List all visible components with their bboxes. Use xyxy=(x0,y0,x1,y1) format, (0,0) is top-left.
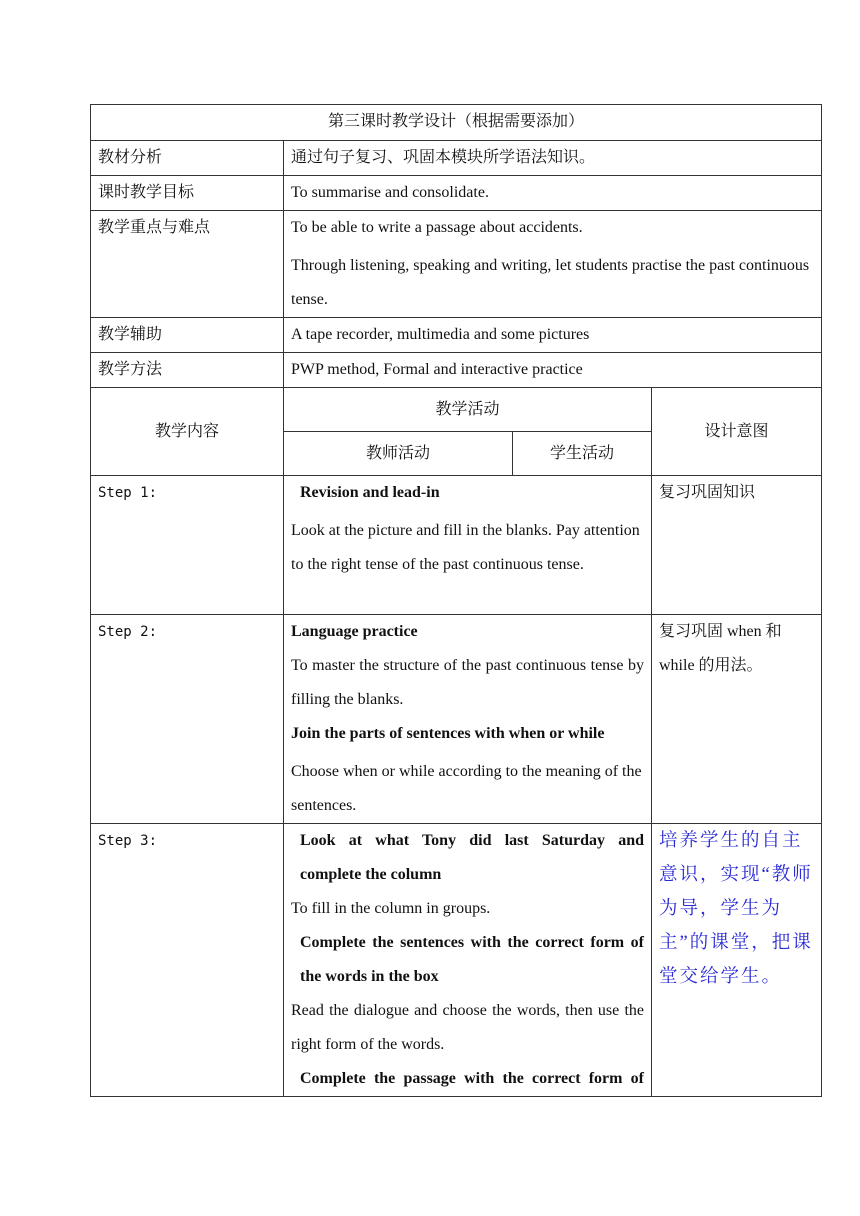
step-3-activities xyxy=(284,824,652,1097)
step-3-heading-3: Complete the passage with the correct form of xyxy=(300,1070,644,1087)
focus-line-2: Through listening, speaking and writing, let students practise the past continuous tense. xyxy=(291,257,810,308)
lesson-plan-table xyxy=(90,104,822,1097)
row-label-aids: 教学辅助 xyxy=(91,318,284,353)
step-3-heading-1: Look at what Tony did last Saturday and complete the column xyxy=(300,832,644,883)
step-2-text-1: To master the structure of the past continuous tense by filling the blanks. xyxy=(291,657,644,708)
step-1-name: Step 1: xyxy=(91,476,284,615)
header-content: 教学内容 xyxy=(91,388,284,476)
row-value-material: 通过句子复习、巩固本模块所学语法知识。 xyxy=(284,141,822,176)
step-2-text-2: Choose when or while according to the meaning of the sentences. xyxy=(291,763,642,814)
row-value-aids: A tape recorder, multimedia and some pictures xyxy=(284,318,822,353)
step-3-heading-2: Complete the sentences with the correct form of the words in the box xyxy=(300,934,644,985)
step-2-activities xyxy=(284,615,652,824)
step-3-text-1: To fill in the column in groups. xyxy=(291,900,491,917)
row-label-focus: 教学重点与难点 xyxy=(91,211,284,318)
row-label-material: 教材分析 xyxy=(91,141,284,176)
step-1-intent: 复习巩固知识 xyxy=(652,476,822,615)
row-value-objective: To summarise and consolidate. xyxy=(284,176,822,211)
row-label-method: 教学方法 xyxy=(91,353,284,388)
step-1-text: Look at the picture and fill in the blanks. Pay attention to the right tense of the past continuous tense. xyxy=(291,522,640,573)
row-label-objective: 课时教学目标 xyxy=(91,176,284,211)
step-1-heading: Revision and lead-in xyxy=(300,484,440,501)
header-activities: 教学活动 xyxy=(284,388,652,432)
header-intent: 设计意图 xyxy=(652,388,822,476)
header-teacher: 教师活动 xyxy=(284,432,513,476)
step-2-intent: 复习巩固 when 和 while 的用法。 xyxy=(652,615,822,824)
row-value-method: PWP method, Formal and interactive practice xyxy=(284,353,822,388)
row-value-focus xyxy=(284,211,822,318)
step-3-intent: 培养学生的自主意识，实现“教师为导，学生为主”的课堂，把课堂交给学生。 xyxy=(652,824,822,1097)
header-student: 学生活动 xyxy=(513,432,652,476)
step-3-text-2: Read the dialogue and choose the words, then use the right form of the words. xyxy=(291,1002,644,1053)
step-2-heading-2: Join the parts of sentences with when or while xyxy=(291,725,605,742)
step-2-heading-1: Language practice xyxy=(291,623,418,640)
step-3-name: Step 3: xyxy=(91,824,284,1097)
focus-line-1: To be able to write a passage about accidents. xyxy=(291,219,583,236)
step-2-name: Step 2: xyxy=(91,615,284,824)
step-1-activities xyxy=(284,476,652,615)
table-title: 第三课时教学设计（根据需要添加） xyxy=(91,105,822,141)
